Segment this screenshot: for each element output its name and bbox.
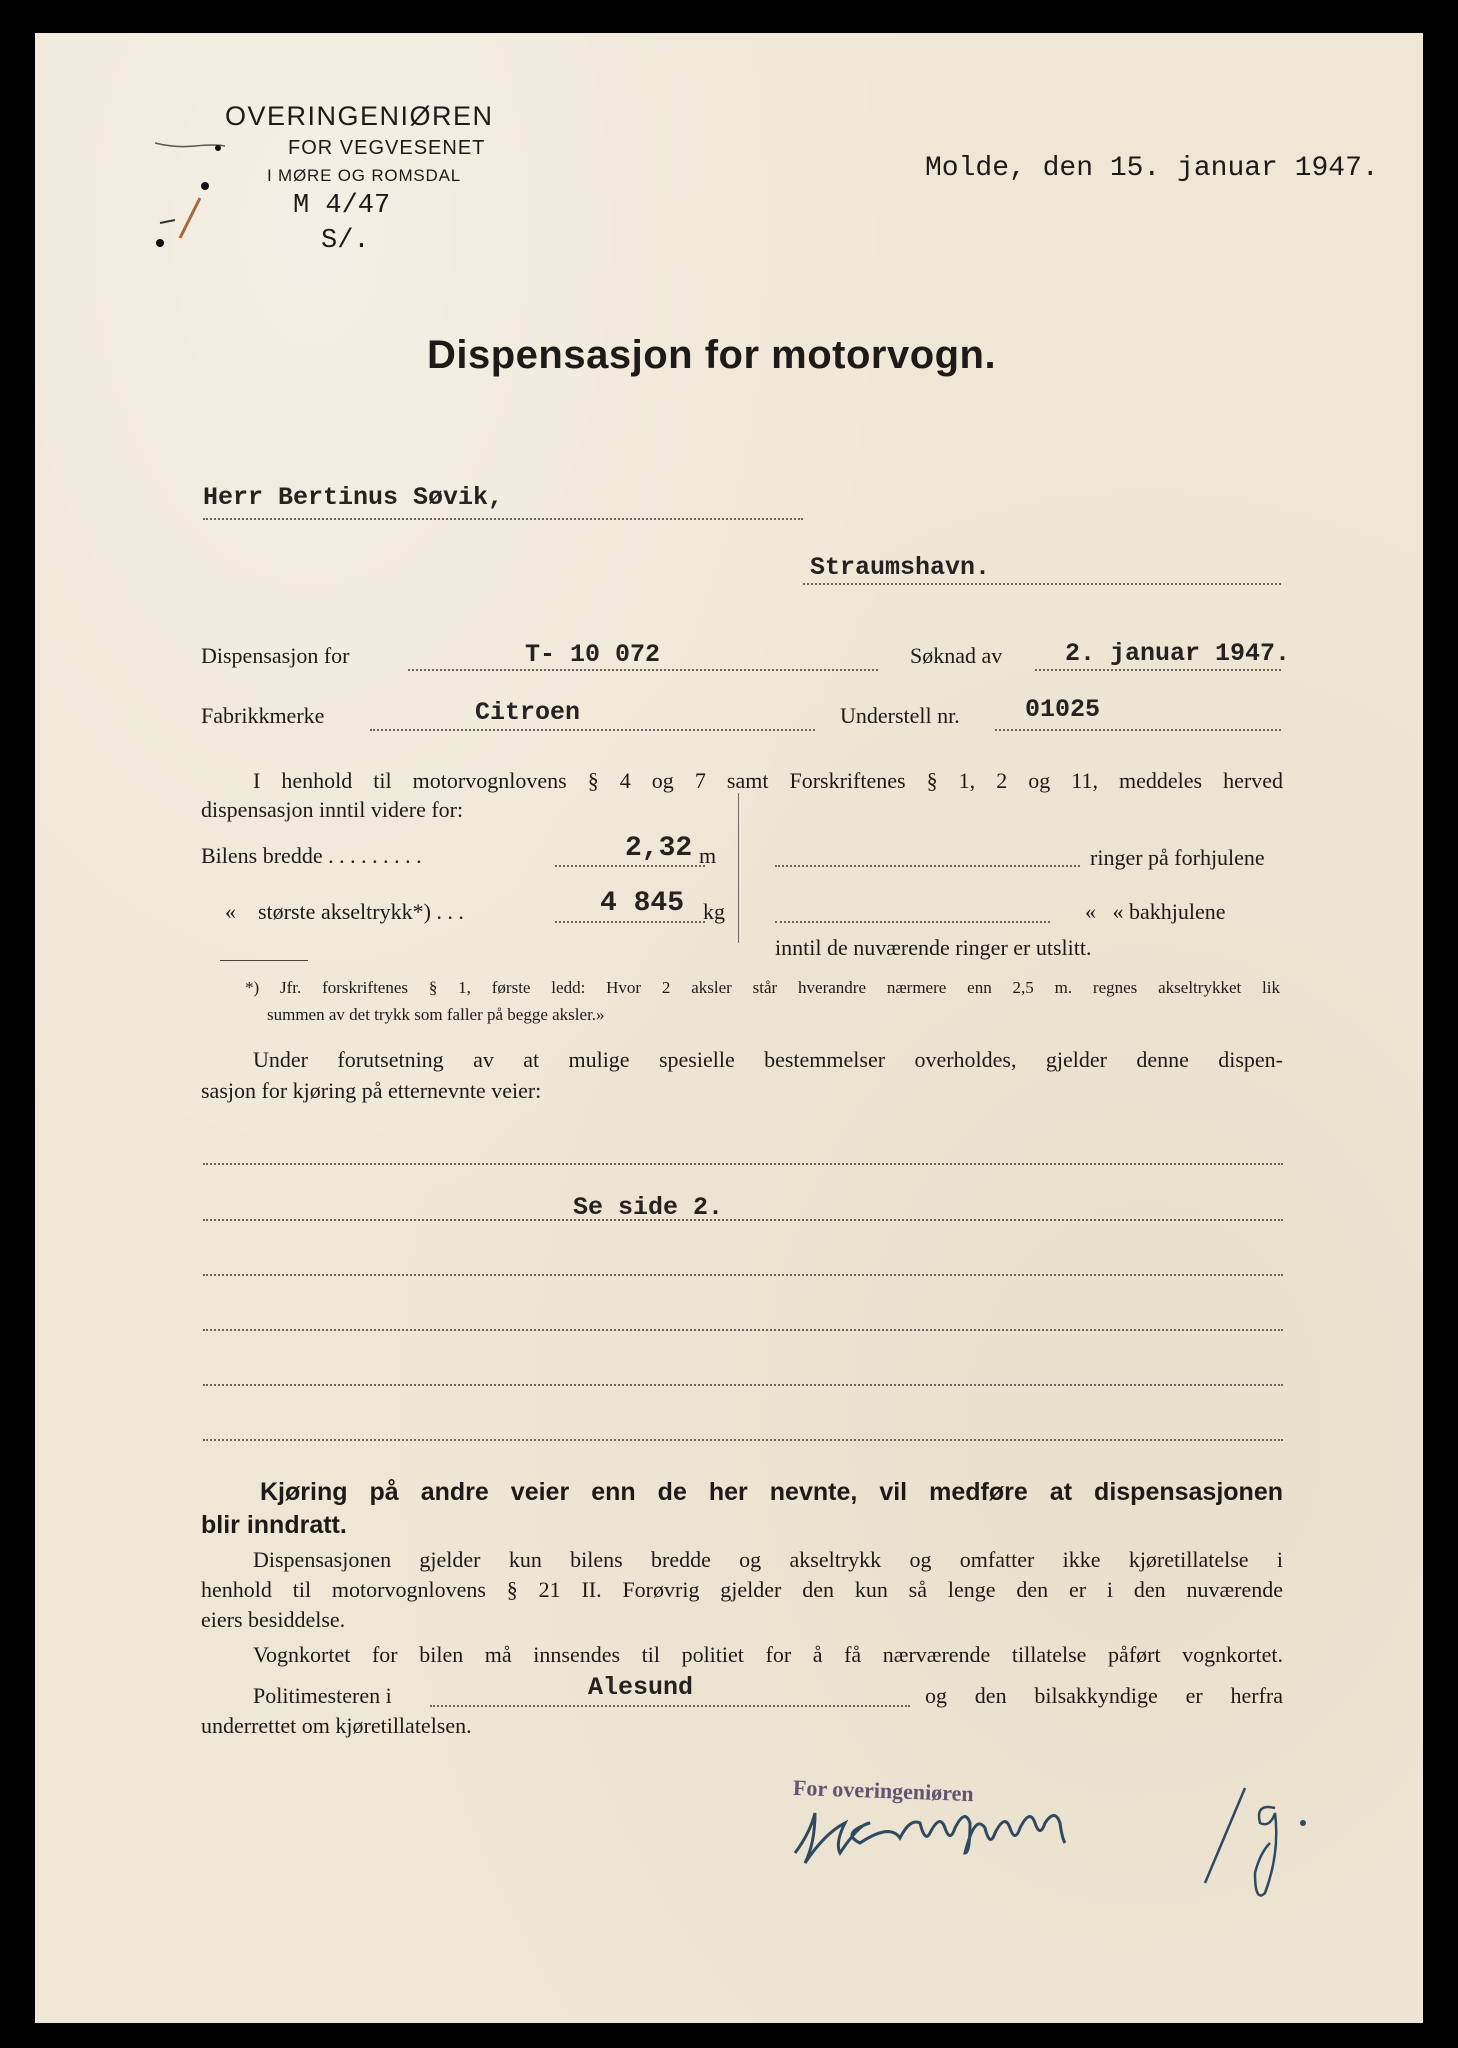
letterhead-region: I MØRE OG ROMSDAL — [267, 166, 462, 185]
bredde-unit: m — [699, 843, 717, 868]
validity-line3: eiers besiddelse. — [201, 1607, 346, 1632]
letterhead-subtitle: FOR VEGVESENET — [288, 137, 486, 159]
dispensasjon-for-line — [408, 669, 878, 671]
validity-line1: Dispensasjonen gjelder kun bilens bredde og akseltrykk og omfatter ikke kjøretillatelse i — [253, 1547, 1283, 1572]
road-line-6 — [203, 1439, 1283, 1441]
road-line-5 — [203, 1384, 1283, 1386]
document-page — [35, 33, 1423, 2023]
akseltrykk-unit: kg — [703, 899, 725, 924]
reference-number: M 4/47 — [293, 191, 391, 221]
recipient-name: Herr Bertinus Søvik, — [203, 483, 504, 512]
bredde-value: 2,32 — [625, 833, 693, 864]
bredde-label: Bilens bredde . . . . . . . . . — [201, 843, 422, 868]
road-line-1 — [203, 1163, 1283, 1165]
akseltrykk-label: « største akseltrykk*) . . . — [225, 899, 464, 924]
akseltrykk-value: 4 845 — [600, 888, 685, 919]
signature — [775, 1773, 1335, 1913]
road-line-2 — [203, 1219, 1283, 1221]
footnote-line1: *) Jfr. forskriftenes § 1, første ledd: Hvor 2 aksler står hverandre nærmere enn 2,5 m. regnes akseltrykket lik — [245, 978, 1280, 997]
intro-paragraph-line1: I henhold til motorvognlovens § 4 og 7 samt Forskriftenes § 1, 2 og 11, meddeles herved — [253, 768, 1283, 793]
fabrikkmerke-label: Fabrikkmerke — [201, 703, 325, 728]
recipient-place-line — [803, 583, 1281, 585]
intro-paragraph-line2: dispensasjon inntil videre for: — [201, 797, 464, 822]
police-line — [430, 1705, 910, 1707]
police-value: Alesund — [588, 1673, 694, 1702]
recipient-name-line — [203, 518, 803, 520]
warning-line2: blir inndratt. — [201, 1511, 347, 1539]
road-line-4 — [203, 1329, 1283, 1331]
roads-paragraph-line1: Under forutsetning av at mulige spesielle bestemmelser overholdes, gjelder denne dispen- — [253, 1047, 1283, 1072]
roads-value: Se side 2. — [573, 1193, 724, 1222]
police-label: Politimesteren i — [253, 1683, 392, 1708]
warning-line1: Kjøring på andre veier enn de her nevnte, vil medføre at dispensasjonen — [260, 1478, 1283, 1506]
akseltrykk-line — [555, 921, 705, 923]
understell-line — [995, 729, 1281, 731]
validity-line2: henhold til motorvognlovens § 21 II. Forøvrig gjelder den kun så lenge den er i den nuværende — [201, 1577, 1283, 1602]
signature-stamp: For overingeniøren — [792, 1774, 975, 1807]
footnote-line2: summen av det trykk som faller på begge aksler.» — [267, 1005, 605, 1024]
bredde-line — [555, 865, 705, 867]
bakhjul-label: « « bakhjulene — [1085, 899, 1226, 924]
understell-value: 01025 — [1025, 695, 1101, 724]
soknad-av-line — [1035, 669, 1281, 671]
forhjul-line — [775, 865, 1080, 867]
utslitt-label: inntil de nuværende ringer er utslitt. — [775, 935, 1092, 960]
dispensasjon-for-value: T- 10 072 — [525, 640, 661, 669]
bakhjul-line — [775, 921, 1050, 923]
document-title: Dispensasjon for motorvogn. — [427, 333, 997, 377]
roads-paragraph-line2: sasjon for kjøring på etternevnte veier: — [201, 1078, 542, 1103]
police-line2: underrettet om kjøretillatelsen. — [201, 1713, 472, 1738]
recipient-place: Straumshavn. — [810, 553, 991, 582]
column-divider — [738, 793, 739, 943]
understell-label: Understell nr. — [840, 703, 960, 728]
footnote-divider — [220, 960, 308, 961]
letterhead-title: OVERINGENIØREN — [225, 101, 494, 131]
soknad-av-label: Søknad av — [910, 643, 1003, 668]
police-tail: og den bilsakkyndige er herfra — [925, 1683, 1283, 1708]
forhjul-label: ringer på forhjulene — [1090, 845, 1265, 870]
road-line-3 — [203, 1274, 1283, 1276]
margin-marks — [115, 103, 225, 253]
vognkort-paragraph: Vognkortet for bilen må innsendes til politiet for å få nærværende tillatelse påført vognkortet. — [253, 1642, 1283, 1667]
fabrikkmerke-line — [370, 729, 815, 731]
fabrikkmerke-value: Citroen — [475, 698, 581, 727]
date-line: Molde, den 15. januar 1947. — [925, 153, 1379, 184]
reference-initials: S/. — [321, 226, 370, 256]
soknad-av-value: 2. januar 1947. — [1065, 639, 1291, 668]
dispensasjon-for-label: Dispensasjon for — [201, 643, 350, 668]
